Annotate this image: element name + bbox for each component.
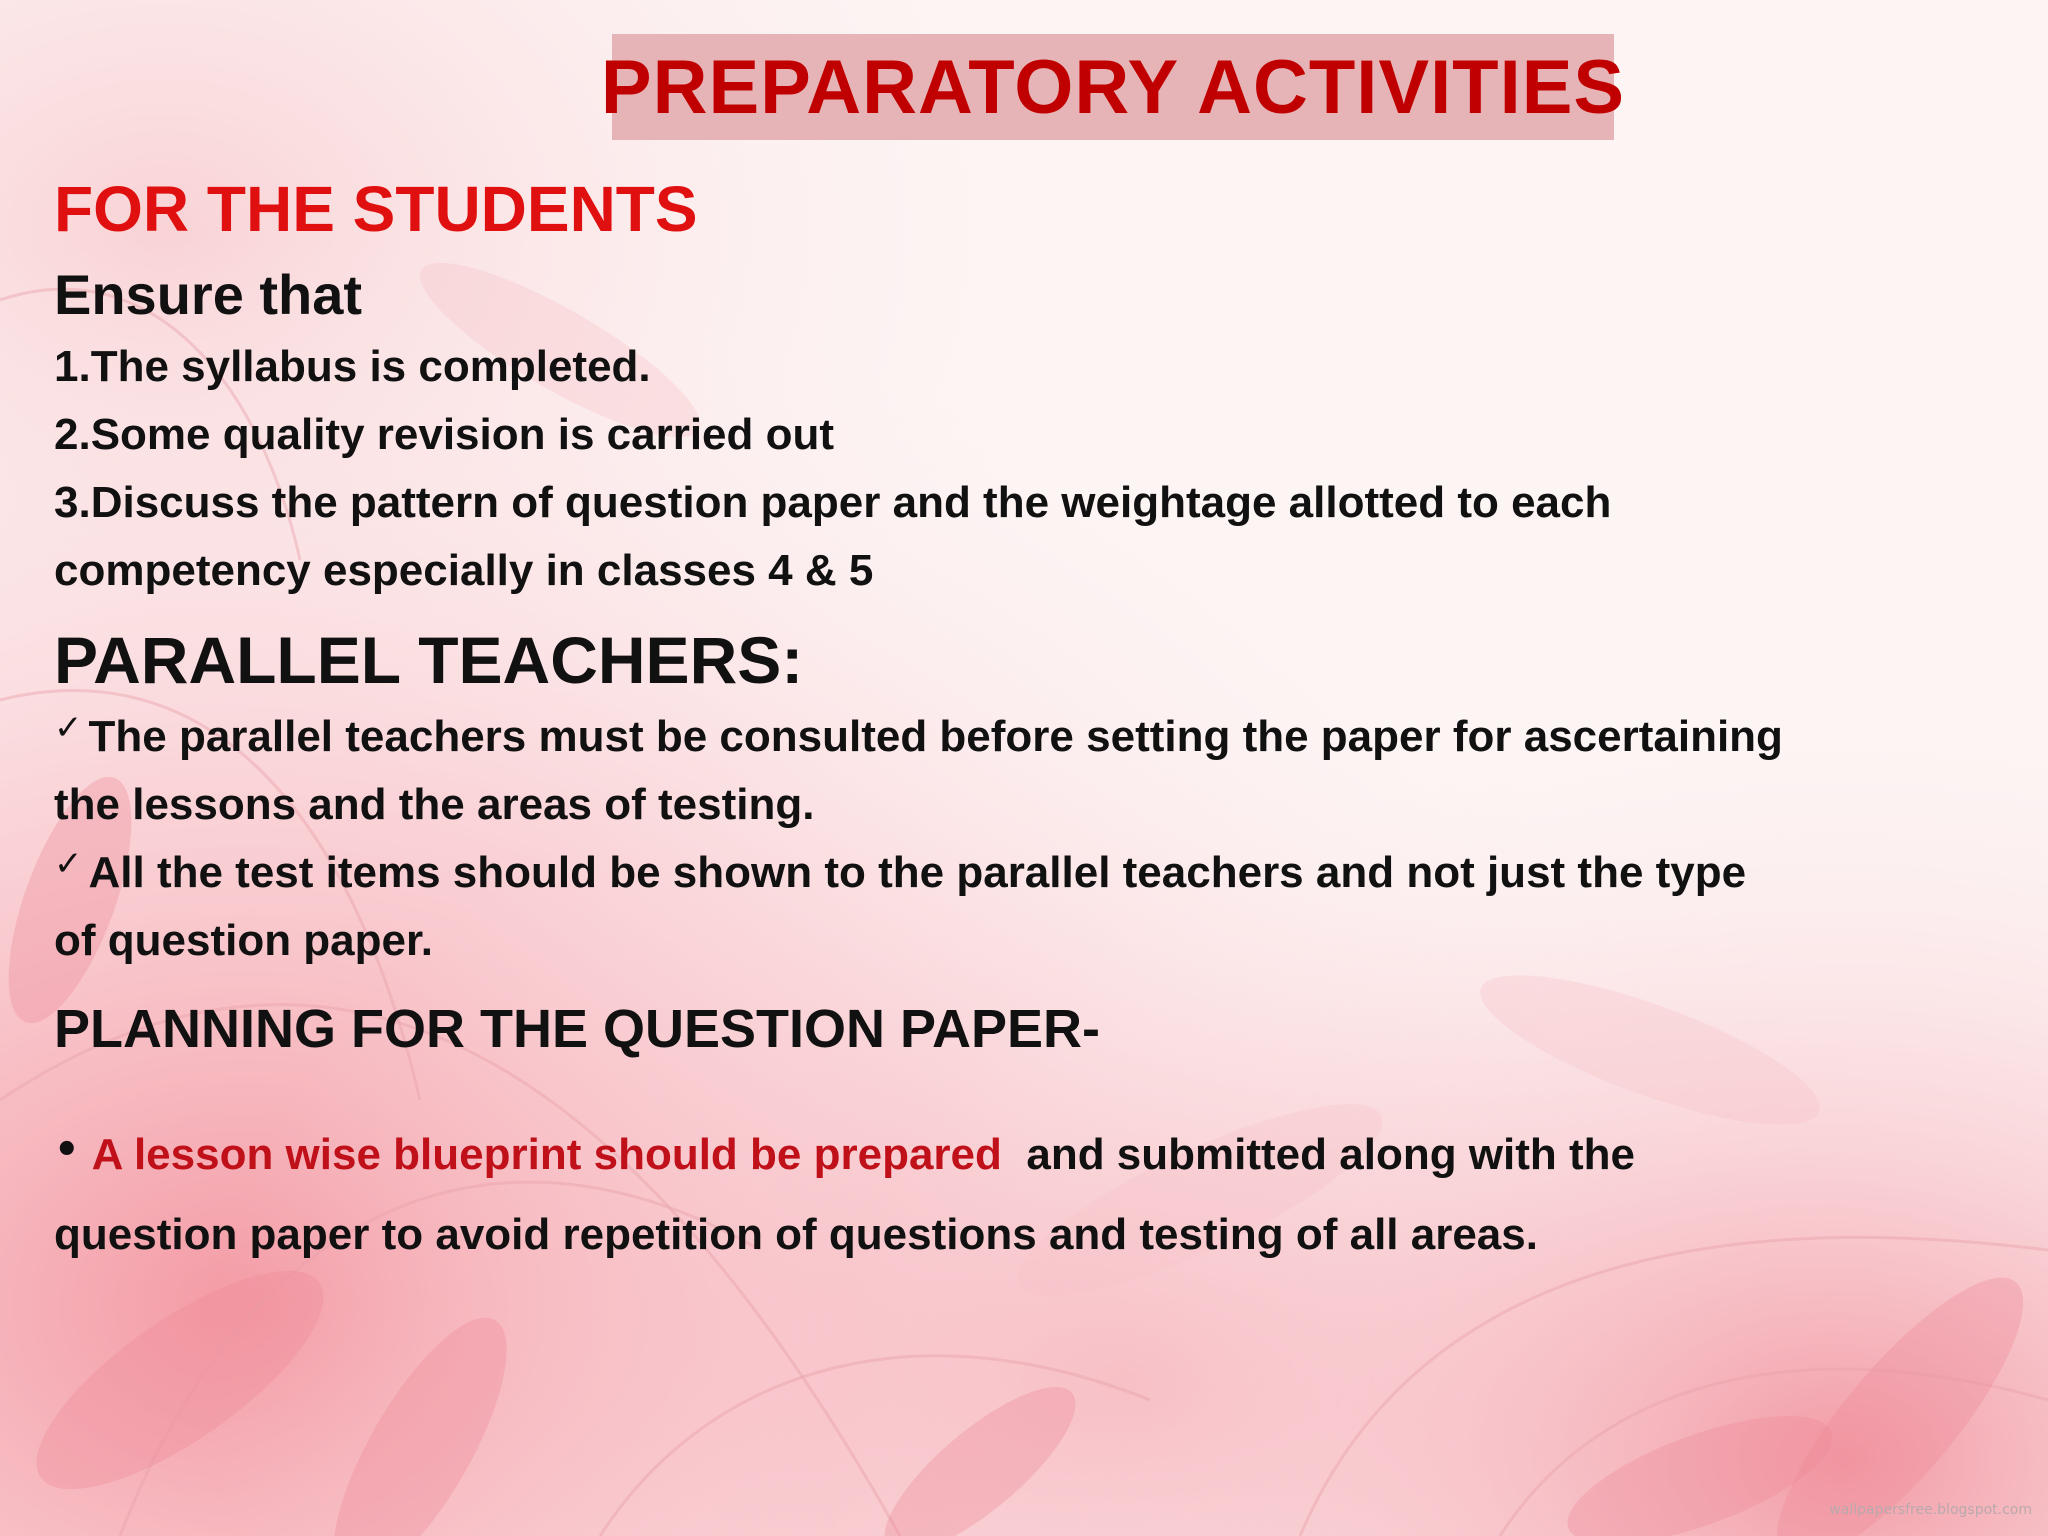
parallel-point-1 — [54, 708, 1783, 762]
parallel-point-2-text: All the test items should be shown to the parallel teachers and not just the type — [88, 848, 1747, 897]
slide-title: PREPARATORY ACTIVITIES — [600, 44, 1626, 130]
planning-heading: PLANNING FOR THE QUESTION PAPER- — [54, 999, 1101, 1059]
title-banner — [600, 34, 1626, 140]
student-point-2: 2.Some quality revision is carried out — [54, 410, 835, 459]
planning-point-highlight: A lesson wise blueprint should be prepared — [91, 1130, 1002, 1179]
check-icon: ✓ — [54, 708, 83, 748]
check-icon: ✓ — [54, 844, 83, 884]
students-heading: FOR THE STUDENTS — [54, 173, 698, 245]
ensure-heading: Ensure that — [54, 263, 363, 326]
parallel-point-2 — [54, 844, 1747, 898]
parallel-point-1-continued: the lessons and the areas of testing. — [54, 780, 815, 829]
watermark: wallpapersfree.blogspot.com — [1829, 1502, 2032, 1518]
planning-point-continued: question paper to avoid repetition of questions and testing of all areas. — [54, 1210, 1538, 1259]
student-point-1: 1.The syllabus is completed. — [54, 342, 651, 391]
student-point-3-continued: competency especially in classes 4 & 5 — [54, 546, 874, 595]
parallel-point-1-text: The parallel teachers must be consulted before setting the paper for ascertaining — [88, 712, 1783, 761]
planning-point — [54, 1127, 1636, 1180]
parallel-heading: PARALLEL TEACHERS: — [54, 623, 804, 697]
bullet-icon: • — [54, 1127, 80, 1173]
parallel-point-2-continued: of question paper. — [54, 916, 433, 965]
student-point-3: 3.Discuss the pattern of question paper and the weightage allotted to each — [54, 478, 1612, 527]
planning-point-rest: and submitted along with the — [1001, 1130, 1636, 1179]
